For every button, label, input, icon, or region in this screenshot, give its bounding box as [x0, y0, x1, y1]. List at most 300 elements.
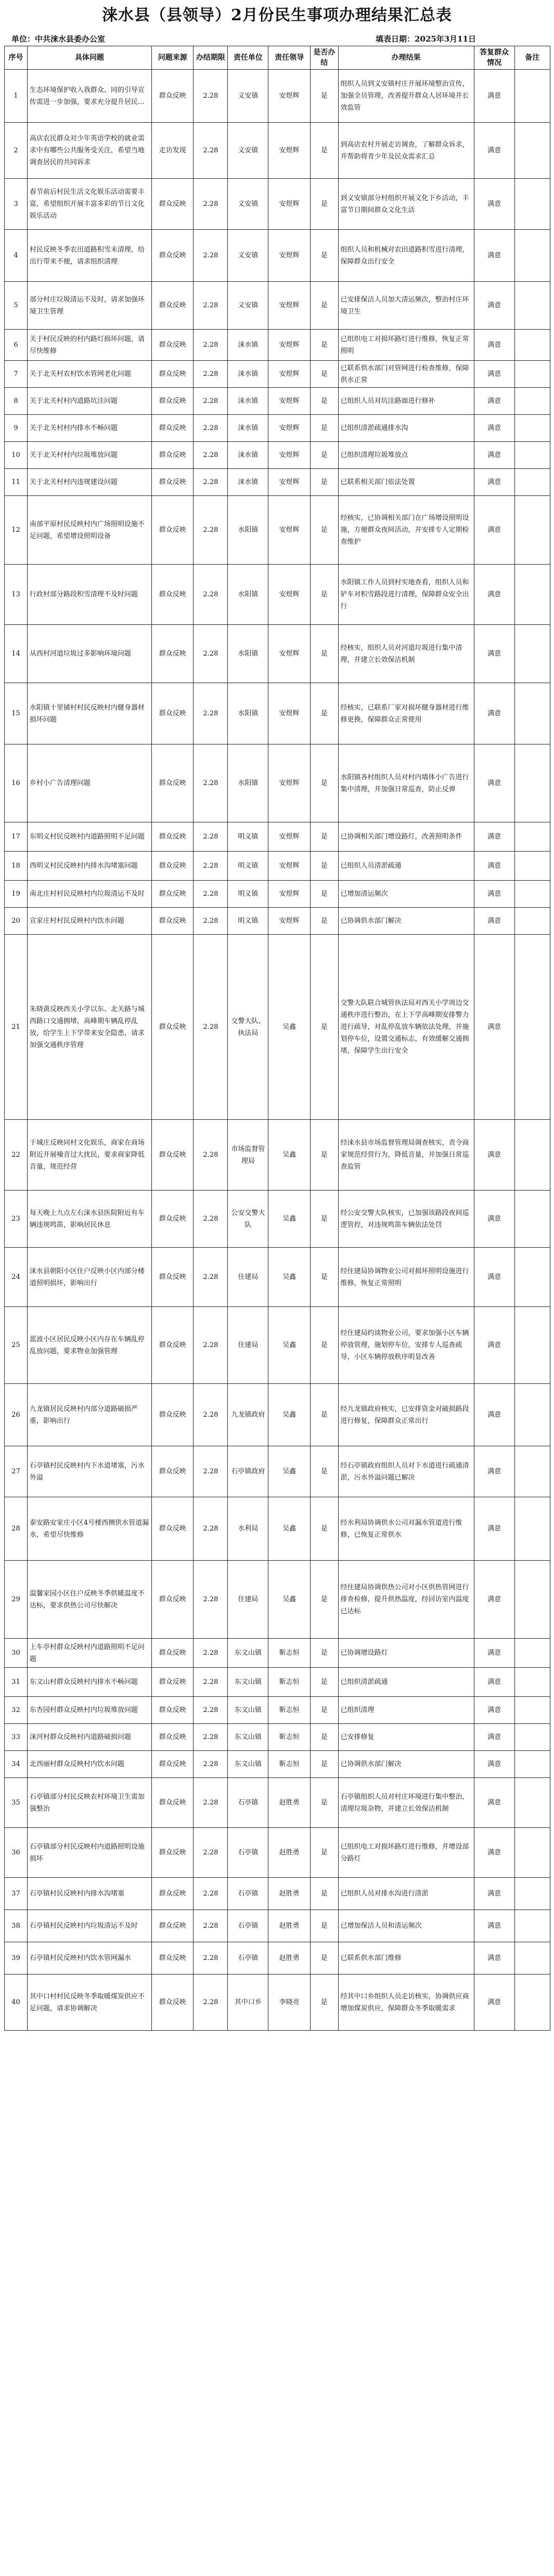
cell-leader: 吴鑫: [268, 1248, 311, 1307]
cell-reply: 满意: [474, 469, 514, 496]
table-row: [5, 822, 550, 852]
table-row: [5, 1724, 550, 1751]
cell-note: [514, 822, 550, 852]
cell-source: 群众反映: [151, 1878, 194, 1910]
cell-due: 2.28: [194, 496, 228, 565]
cell-leader: 赵胜勇: [268, 1910, 311, 1942]
cell-reply: 满意: [474, 935, 514, 1120]
cell-no: 9: [5, 415, 28, 442]
cell-due: 2.28: [194, 1384, 228, 1446]
cell-no: 20: [5, 908, 28, 935]
cell-result: 经公安交警大队核实，已加强该路段夜间巡逻管控，对违规鸣笛车辆依法处罚: [338, 1191, 474, 1248]
cell-no: 23: [5, 1191, 28, 1248]
cell-no: 3: [5, 179, 28, 230]
table-row: [5, 683, 550, 744]
cell-done: 是: [310, 1561, 338, 1639]
cell-source: 群众反映: [151, 1778, 194, 1828]
cell-source: 群众反映: [151, 469, 194, 496]
cell-reply: 满意: [474, 230, 514, 282]
cell-dept: 水阳镇: [228, 625, 268, 683]
cell-due: 2.28: [194, 442, 228, 469]
cell-issue: 石亭镇部分村民反映村内道路照明设施损坏: [27, 1828, 151, 1878]
cell-source: 群众反映: [151, 1975, 194, 2031]
cell-source: 群众反映: [151, 908, 194, 935]
cell-no: 7: [5, 361, 28, 388]
cell-dept: 涞水镇: [228, 330, 268, 361]
cell-note: [514, 565, 550, 625]
cell-reply: 满意: [474, 683, 514, 744]
cell-reply: 满意: [474, 1307, 514, 1384]
table-row: [5, 1975, 550, 2031]
cell-due: 2.28: [194, 1942, 228, 1975]
table-row: [5, 1878, 550, 1910]
cell-note: [514, 496, 550, 565]
cell-due: 2.28: [194, 625, 228, 683]
cell-due: 2.28: [194, 1724, 228, 1751]
cell-no: 16: [5, 744, 28, 822]
cell-reply: 满意: [474, 565, 514, 625]
cell-reply: 满意: [474, 442, 514, 469]
cell-done: 是: [310, 1248, 338, 1307]
cell-result: 交警大队联合城管执法局对西关小学周边交通秩序进行整治，在上下学高峰期安排警力进行疏导，对乱停乱放车辆依法处理，并施划停车位，设置交通标志，有效缓解交通拥堵，保障学生出行安全: [338, 935, 474, 1120]
cell-reply: 满意: [474, 822, 514, 852]
cell-due: 2.28: [194, 1778, 228, 1828]
cell-leader: 靳志恒: [268, 1697, 311, 1724]
cell-reply: 满意: [474, 1828, 514, 1878]
cell-result: 已协调相关部门增设路灯，改善照明条件: [338, 822, 474, 852]
cell-result: 水阳镇各村组织人员对村内墙体小广告进行集中清理，并加强日常巡查，防止反弹: [338, 744, 474, 822]
cell-result: 已安排修复: [338, 1724, 474, 1751]
cell-done: 是: [310, 1828, 338, 1878]
cell-note: [514, 1191, 550, 1248]
cell-source: 群众反映: [151, 1697, 194, 1724]
cell-result: 已安排保洁人员加大清运频次，整治村庄环境卫生: [338, 282, 474, 330]
cell-due: 2.28: [194, 1878, 228, 1910]
cell-due: 2.28: [194, 415, 228, 442]
cell-result: 已组织人员清淤疏通: [338, 852, 474, 881]
cell-no: 35: [5, 1778, 28, 1828]
cell-reply: 满意: [474, 908, 514, 935]
document-title: 涞水县（县领导）2月份民生事项办理结果汇总表: [102, 6, 452, 24]
cell-note: [514, 469, 550, 496]
cell-issue: 水阳镇十里铺村村民反映村内健身器材损坏问题: [27, 683, 151, 744]
cell-issue: 石亭镇村民反映村内垃圾清运不及时: [27, 1910, 151, 1942]
cell-issue: 北西丽村群众反映村内饮水问题: [27, 1751, 151, 1778]
cell-due: 2.28: [194, 744, 228, 822]
cell-source: 走访发现: [151, 123, 194, 179]
cell-no: 32: [5, 1697, 28, 1724]
cell-no: 26: [5, 1384, 28, 1446]
cell-result: 经住建局约谈物业公司，要求加强小区车辆停放管理，施划停车位，安排专人巡查疏导，小区车辆停放秩序明显改善: [338, 1307, 474, 1384]
cell-note: [514, 1248, 550, 1307]
cell-reply: 满意: [474, 1384, 514, 1446]
cell-leader: 安煜辉: [268, 230, 311, 282]
cell-reply: 满意: [474, 1120, 514, 1191]
cell-done: 是: [310, 935, 338, 1120]
cell-note: [514, 1751, 550, 1778]
cell-note: [514, 70, 550, 123]
cell-dept: 石亭镇: [228, 1828, 268, 1878]
cell-dept: 义安镇: [228, 179, 268, 230]
cell-reply: 满意: [474, 744, 514, 822]
cell-result: 已组织清淤疏通排水沟: [338, 415, 474, 442]
cell-no: 19: [5, 881, 28, 908]
cell-dept: 涞水镇: [228, 469, 268, 496]
cell-reply: 满意: [474, 388, 514, 415]
cell-done: 是: [310, 496, 338, 565]
cell-issue: 关于北关村村内垃圾堆放问题: [27, 442, 151, 469]
cell-source: 群众反映: [151, 935, 194, 1120]
table-row: [5, 1697, 550, 1724]
cell-no: 6: [5, 330, 28, 361]
cell-source: 群众反映: [151, 388, 194, 415]
cell-issue: 其中口村村民反映冬季取暖煤炭供应不足问题，请求协调解决: [27, 1975, 151, 2031]
cell-due: 2.28: [194, 361, 228, 388]
table-row: [5, 908, 550, 935]
cell-issue: 关于北关村农村饮水管网老化问题: [27, 361, 151, 388]
cell-note: [514, 625, 550, 683]
cell-due: 2.28: [194, 822, 228, 852]
cell-issue: 南部平原村民反映村内广场照明设施不足问题，希望增设照明设备: [27, 496, 151, 565]
cell-result: 经其中口乡组织人员走访核实，协调供应商增加煤炭供应，保障群众冬季取暖需求: [338, 1975, 474, 2031]
cell-due: 2.28: [194, 1248, 228, 1307]
cell-dept: 明义镇: [228, 822, 268, 852]
cell-issue: 乡村小广告清理问题: [27, 744, 151, 822]
cell-source: 群众反映: [151, 744, 194, 822]
table-row: [5, 469, 550, 496]
cell-source: 群众反映: [151, 1639, 194, 1668]
header-source: 问题来源: [151, 46, 194, 70]
cell-issue: 石亭镇村民反映村内下水道堵塞，污水外溢: [27, 1446, 151, 1497]
table-row: [5, 1497, 550, 1561]
cell-done: 是: [310, 1384, 338, 1446]
cell-dept: 明义镇: [228, 852, 268, 881]
table-row: [5, 744, 550, 822]
cell-done: 是: [310, 1639, 338, 1668]
table-row: [5, 179, 550, 230]
cell-reply: 满意: [474, 1751, 514, 1778]
cell-dept: 其中口乡: [228, 1975, 268, 2031]
cell-note: [514, 179, 550, 230]
cell-result: 经核实，已协调相关部门在广场增设照明设施，方便群众夜间活动，并安排专人定期检查维护: [338, 496, 474, 565]
cell-due: 2.28: [194, 230, 228, 282]
cell-source: 群众反映: [151, 1248, 194, 1307]
cell-result: 已协调供水部门解决: [338, 908, 474, 935]
cell-issue: 关于北关村村内排水不畅问题: [27, 415, 151, 442]
cell-issue: 关于北关村村内道路坑洼问题: [27, 388, 151, 415]
cell-issue: 干城庄反映同村文化娱乐，商家在商场附近开展噪音过大扰民，要求商家降低音量，规范经营: [27, 1120, 151, 1191]
cell-dept: 明义镇: [228, 881, 268, 908]
cell-leader: 吴鑫: [268, 1446, 311, 1497]
table-row: [5, 1778, 550, 1828]
cell-issue: 上车亭村群众反映村内道路照明不足问题: [27, 1639, 151, 1668]
cell-result: 石亭镇组织人员对村庄环境进行集中整治，清理垃圾杂物，并建立长效保洁机制: [338, 1778, 474, 1828]
cell-due: 2.28: [194, 1307, 228, 1384]
cell-due: 2.28: [194, 1639, 228, 1668]
table-body: [5, 70, 550, 2031]
cell-no: 40: [5, 1975, 28, 2031]
cell-no: 25: [5, 1307, 28, 1384]
cell-result: 经涞水县市场监督管理局调查核实，责令商家规范经营行为，降低音量，并加强日常巡查监管: [338, 1120, 474, 1191]
table-row: [5, 123, 550, 179]
cell-done: 是: [310, 282, 338, 330]
cell-source: 群众反映: [151, 683, 194, 744]
cell-due: 2.28: [194, 123, 228, 179]
cell-done: 是: [310, 881, 338, 908]
cell-no: 37: [5, 1878, 28, 1910]
cell-done: 是: [310, 1697, 338, 1724]
cell-leader: 吴鑫: [268, 1384, 311, 1446]
cell-dept: 市场监督管理局: [228, 1120, 268, 1191]
cell-issue: 泰安路安家庄小区4号楼西侧供水管道漏水，希望尽快维修: [27, 1497, 151, 1561]
cell-dept: 石亭镇: [228, 1878, 268, 1910]
cell-issue: 部分村庄垃圾清运不及时，请求加强环境卫生管理: [27, 282, 151, 330]
cell-note: [514, 442, 550, 469]
cell-leader: 赵胜勇: [268, 1778, 311, 1828]
cell-reply: 满意: [474, 1975, 514, 2031]
table-row: [5, 1307, 550, 1384]
cell-dept: 水阳镇: [228, 565, 268, 625]
table-row: [5, 230, 550, 282]
cell-result: 经核实，组织人员对河道垃圾进行集中清理，并建立长效保洁机制: [338, 625, 474, 683]
cell-due: 2.28: [194, 1975, 228, 2031]
cell-done: 是: [310, 361, 338, 388]
cell-leader: 安煜辉: [268, 852, 311, 881]
cell-leader: 靳志恒: [268, 1724, 311, 1751]
cell-result: 经住建局协调供热公司对小区供热管网进行排查检修，提升供热温度，经回访室内温度已达标: [338, 1561, 474, 1639]
cell-due: 2.28: [194, 565, 228, 625]
cell-source: 群众反映: [151, 1384, 194, 1446]
cell-note: [514, 1975, 550, 2031]
cell-note: [514, 935, 550, 1120]
cell-leader: 吴鑫: [268, 1191, 311, 1248]
header-result: 办理结果: [338, 46, 474, 70]
cell-reply: 满意: [474, 1724, 514, 1751]
cell-result: 已协调增设路灯: [338, 1639, 474, 1668]
cell-dept: 涞水镇: [228, 388, 268, 415]
cell-dept: 石亭镇: [228, 1942, 268, 1975]
cell-dept: 东文山镇: [228, 1724, 268, 1751]
cell-issue: 高店农民群众对少年英语学校的就业需求中有哪些公共服务受关注，希望当地调查居民的共同诉求: [27, 123, 151, 179]
cell-no: 17: [5, 822, 28, 852]
cell-leader: 赵胜勇: [268, 1878, 311, 1910]
table-row: [5, 1942, 550, 1975]
header-leader: 责任领导: [268, 46, 311, 70]
cell-leader: 安煜辉: [268, 388, 311, 415]
cell-issue: 东明义村民反映村内道路照明不足问题: [27, 822, 151, 852]
cell-source: 群众反映: [151, 822, 194, 852]
cell-due: 2.28: [194, 1497, 228, 1561]
cell-leader: 安煜辉: [268, 442, 311, 469]
cell-leader: 安煜辉: [268, 881, 311, 908]
cell-done: 是: [310, 123, 338, 179]
cell-issue: 东杏园村群众反映村内垃圾堆放问题: [27, 1697, 151, 1724]
cell-result: 已组织人员对坑洼路面进行修补: [338, 388, 474, 415]
cell-source: 群众反映: [151, 1446, 194, 1497]
cell-no: 31: [5, 1668, 28, 1697]
cell-dept: 义安镇: [228, 282, 268, 330]
cell-source: 群众反映: [151, 442, 194, 469]
cell-leader: 安煜辉: [268, 565, 311, 625]
table-row: [5, 881, 550, 908]
cell-due: 2.28: [194, 1828, 228, 1878]
cell-dept: 石亭镇: [228, 1910, 268, 1942]
cell-leader: 吴鑫: [268, 1307, 311, 1384]
table-row: [5, 625, 550, 683]
cell-done: 是: [310, 469, 338, 496]
cell-leader: 安煜辉: [268, 469, 311, 496]
cell-done: 是: [310, 70, 338, 123]
cell-result: 到义安镇部分村组织开展文化下乡活动，丰富节日期间群众文化生活: [338, 179, 474, 230]
cell-dept: 东文山镇: [228, 1639, 268, 1668]
cell-no: 18: [5, 852, 28, 881]
cell-reply: 满意: [474, 1446, 514, 1497]
cell-issue: 春节前后村民生活文化娱乐活动需要丰富，希望组织开展丰富多彩的节日文化娱乐活动: [27, 179, 151, 230]
cell-issue: 生态环境保护收入我群众、同的引导宣传需进一步加强，要求充分提升居民…: [27, 70, 151, 123]
cell-due: 2.28: [194, 388, 228, 415]
cell-no: 21: [5, 935, 28, 1120]
cell-reply: 满意: [474, 179, 514, 230]
table-row: [5, 496, 550, 565]
cell-note: [514, 908, 550, 935]
cell-note: [514, 282, 550, 330]
cell-issue: 每天晚上九点左右涞水县医院附近有车辆违规鸣笛，影响居民休息: [27, 1191, 151, 1248]
cell-reply: 满意: [474, 496, 514, 565]
cell-reply: 满意: [474, 330, 514, 361]
cell-done: 是: [310, 1751, 338, 1778]
cell-no: 30: [5, 1639, 28, 1668]
cell-leader: 安煜辉: [268, 496, 311, 565]
cell-note: [514, 744, 550, 822]
cell-done: 是: [310, 1497, 338, 1561]
cell-result: 经住建局协调物业公司对损坏照明设施进行维修，恢复正常照明: [338, 1248, 474, 1307]
cell-result: 已联系供水部门对管网进行检查维修，保障供水正常: [338, 361, 474, 388]
cell-dept: 石亭镇政府: [228, 1446, 268, 1497]
cell-note: [514, 1639, 550, 1668]
cell-done: 是: [310, 388, 338, 415]
cell-issue: 南北庄村村民反映村内垃圾清运不及时: [27, 881, 151, 908]
cell-due: 2.28: [194, 1561, 228, 1639]
cell-done: 是: [310, 330, 338, 361]
cell-dept: 交警大队、执法局: [228, 935, 268, 1120]
cell-leader: 安煜辉: [268, 179, 311, 230]
cell-due: 2.28: [194, 1751, 228, 1778]
cell-no: 14: [5, 625, 28, 683]
cell-done: 是: [310, 625, 338, 683]
cell-dept: 东文山镇: [228, 1751, 268, 1778]
cell-no: 29: [5, 1561, 28, 1639]
cell-reply: 满意: [474, 1497, 514, 1561]
cell-done: 是: [310, 230, 338, 282]
cell-source: 群众反映: [151, 1668, 194, 1697]
cell-result: 经水利局协调供水公司对漏水管道进行维修，已恢复正常供水: [338, 1497, 474, 1561]
cell-issue: 涞水县朝阳小区住户反映小区内部分楼道照明损坏，影响出行: [27, 1248, 151, 1307]
cell-done: 是: [310, 1942, 338, 1975]
cell-done: 是: [310, 1446, 338, 1497]
cell-note: [514, 1384, 550, 1446]
cell-no: 39: [5, 1942, 28, 1975]
cell-note: [514, 1120, 550, 1191]
cell-reply: 满意: [474, 1697, 514, 1724]
cell-note: [514, 415, 550, 442]
table-row: [5, 1191, 550, 1248]
cell-reply: 满意: [474, 415, 514, 442]
cell-dept: 涞水镇: [228, 415, 268, 442]
cell-no: 8: [5, 388, 28, 415]
cell-reply: 满意: [474, 1910, 514, 1942]
cell-done: 是: [310, 822, 338, 852]
header-note: 备注: [514, 46, 550, 70]
cell-issue: 东文山村群众反映村内排水不畅问题: [27, 1668, 151, 1697]
cell-leader: 安煜辉: [268, 822, 311, 852]
cell-result: 已联系供水部门维修: [338, 1942, 474, 1975]
cell-leader: 安煜辉: [268, 415, 311, 442]
cell-done: 是: [310, 1724, 338, 1751]
cell-note: [514, 1910, 550, 1942]
header-due: 办结期限: [194, 46, 228, 70]
cell-leader: 赵胜勇: [268, 1828, 311, 1878]
cell-done: 是: [310, 744, 338, 822]
cell-note: [514, 1497, 550, 1561]
cell-no: 33: [5, 1724, 28, 1751]
table-row: [5, 415, 550, 442]
cell-result: 已组织清淤疏通: [338, 1668, 474, 1697]
cell-done: 是: [310, 908, 338, 935]
cell-issue: 西明义村民反映村内排水沟堵塞问题: [27, 852, 151, 881]
cell-done: 是: [310, 1191, 338, 1248]
cell-reply: 满意: [474, 1878, 514, 1910]
cell-dept: 义安镇: [228, 123, 268, 179]
cell-dept: 涞水镇: [228, 442, 268, 469]
cell-no: 2: [5, 123, 28, 179]
cell-dept: 水阳镇: [228, 744, 268, 822]
table-row: [5, 388, 550, 415]
table-row: [5, 1561, 550, 1639]
cell-result: 已增加保洁人员和清运频次: [338, 1910, 474, 1942]
header-row: [5, 46, 550, 70]
cell-issue: 村民反映冬季农田道路积雪未清理，给出行带来不便，请求组织清理: [27, 230, 151, 282]
cell-no: 15: [5, 683, 28, 744]
cell-note: [514, 1942, 550, 1975]
cell-done: 是: [310, 1120, 338, 1191]
cell-due: 2.28: [194, 469, 228, 496]
table-row: [5, 1751, 550, 1778]
cell-dept: 东文山镇: [228, 1697, 268, 1724]
cell-result: 水阳镇工作人员到村实地查看，组织人员和铲车对积雪路段进行清理，保障群众安全出行: [338, 565, 474, 625]
cell-reply: 满意: [474, 852, 514, 881]
cell-no: 36: [5, 1828, 28, 1878]
cell-due: 2.28: [194, 179, 228, 230]
table-row: [5, 282, 550, 330]
cell-reply: 满意: [474, 123, 514, 179]
cell-note: [514, 123, 550, 179]
table-row: [5, 442, 550, 469]
cell-note: [514, 1446, 550, 1497]
table-row: [5, 1446, 550, 1497]
cell-note: [514, 230, 550, 282]
header-reply: 答复群众情况: [474, 46, 514, 70]
cell-issue: 温馨家园小区住户反映冬季供暖温度不达标，要求供热公司尽快解决: [27, 1561, 151, 1639]
cell-reply: 满意: [474, 361, 514, 388]
cell-dept: 义安镇: [228, 70, 268, 123]
cell-source: 群众反映: [151, 179, 194, 230]
header-dept: 责任单位: [228, 46, 268, 70]
cell-leader: 安煜辉: [268, 282, 311, 330]
cell-note: [514, 1878, 550, 1910]
cell-issue: 涞河村群众反映村内道路破损问题: [27, 1724, 151, 1751]
table-row: [5, 1120, 550, 1191]
cell-done: 是: [310, 1778, 338, 1828]
